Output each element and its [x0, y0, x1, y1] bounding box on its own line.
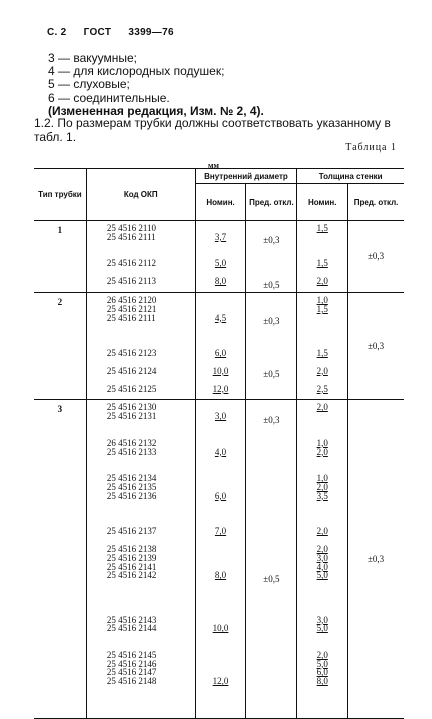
- standard-code: 3399—76: [128, 27, 174, 38]
- paragraph-1-2: 1.2. По размерам трубки должны соответствовать указанному в табл. 1.: [34, 116, 391, 144]
- cell-okp-code: 25 4516 2143 25 4516 2144: [86, 613, 195, 648]
- cell-type: 3: [34, 400, 86, 719]
- cell-inner-nominal: 6,0: [195, 471, 246, 524]
- cell-inner-nominal: 7,0: [195, 524, 246, 542]
- header-type: Тип трубки: [34, 169, 86, 221]
- cell-inner-nominal: 10,0: [195, 613, 246, 648]
- cell-inner-deviation: ±0,3: [246, 221, 297, 257]
- cell-inner-deviation: [246, 613, 297, 648]
- cell-wall-nominal: 2,0: [297, 364, 348, 382]
- list-item: 4 — для кислородных подушек;: [48, 64, 225, 79]
- cell-okp-code: 25 4516 2113: [86, 274, 195, 292]
- cell-okp-code: 25 4516 2134 25 4516 2135 25 4516 2136: [86, 471, 195, 524]
- cell-inner-deviation: [246, 436, 297, 471]
- cell-wall-nominal: 3,0 5,0: [297, 613, 348, 648]
- cell-inner-nominal: 4,5: [195, 292, 246, 345]
- header-deviation: Пред. откл.: [246, 184, 297, 221]
- cell-wall-nominal: 1,5: [297, 221, 348, 257]
- cell-wall-nominal: 1,0 1,5: [297, 292, 348, 345]
- cell-wall-nominal: 2,0: [297, 400, 348, 436]
- list-item: 5 — слуховые;: [48, 77, 130, 92]
- table-caption: Таблица 1: [345, 142, 397, 153]
- dimensions-table: [34, 168, 404, 719]
- cell-wall-deviation: ±0,3: [348, 292, 404, 399]
- cell-inner-deviation: ±0,5: [246, 364, 297, 382]
- cell-inner-deviation: [246, 382, 297, 400]
- cell-wall-deviation: ±0,3: [348, 400, 404, 719]
- cell-inner-deviation: [246, 256, 297, 274]
- cell-inner-nominal: 3,0: [195, 400, 246, 436]
- cell-wall-nominal: 2,5: [297, 382, 348, 400]
- cell-inner-deviation: ±0,3: [246, 400, 297, 436]
- cell-okp-code: 25 4516 2123: [86, 346, 195, 364]
- cell-okp-code: 25 4516 2138 25 4516 2139 25 4516 2141 25 4516 2142: [86, 542, 195, 613]
- cell-wall-nominal: 2,0: [297, 524, 348, 542]
- table-row: [34, 221, 404, 257]
- cell-okp-code: 25 4516 2112: [86, 256, 195, 274]
- cell-wall-nominal: 1,0 2,0: [297, 436, 348, 471]
- header-code: Код ОКП: [86, 169, 195, 221]
- cell-wall-nominal: 2,0 5,0 6,0 8,0: [297, 648, 348, 719]
- cell-okp-code: 26 4516 2120 25 4516 2121 25 4516 2111: [86, 292, 195, 345]
- cell-okp-code: 25 4516 2130 25 4516 2131: [86, 400, 195, 436]
- cell-wall-nominal: 1,0 2,0 3,5: [297, 471, 348, 524]
- cell-okp-code: 25 4516 2145 25 4516 2146 25 4516 2147 25 4516 2148: [86, 648, 195, 719]
- cell-wall-deviation: ±0,3: [348, 221, 404, 293]
- header-nominal: Номин.: [195, 184, 246, 221]
- cell-inner-deviation: [246, 346, 297, 364]
- cell-inner-nominal: 4,0: [195, 436, 246, 471]
- standard-label: ГОСТ: [83, 27, 112, 38]
- cell-wall-nominal: 2,0 3,0 4,0 5,0: [297, 542, 348, 613]
- cell-okp-code: 26 4516 2132 25 4516 2133: [86, 436, 195, 471]
- cell-okp-code: 25 4516 2124: [86, 364, 195, 382]
- cell-okp-code: 25 4516 2137: [86, 524, 195, 542]
- cell-inner-nominal: 10,0: [195, 364, 246, 382]
- units-label: мм: [208, 161, 219, 170]
- cell-inner-deviation: ±0,5: [246, 274, 297, 292]
- cell-inner-nominal: 12,0: [195, 648, 246, 719]
- cell-inner-deviation: [246, 524, 297, 542]
- cell-wall-nominal: 1,5: [297, 346, 348, 364]
- cell-type: 2: [34, 292, 86, 399]
- cell-inner-nominal: 8,0: [195, 274, 246, 292]
- cell-inner-nominal: 6,0: [195, 346, 246, 364]
- table-row: [34, 292, 404, 345]
- list-item: 3 — вакуумные;: [48, 51, 138, 65]
- table-row: [34, 400, 404, 436]
- cell-inner-deviation: [246, 648, 297, 719]
- page-number: С. 2: [47, 27, 67, 38]
- cell-okp-code: 25 4516 2125: [86, 382, 195, 400]
- cell-okp-code: 25 4516 2110 25 4516 2111: [86, 221, 195, 257]
- cell-inner-nominal: 12,0: [195, 382, 246, 400]
- header-wall-thickness: Толщина стенки: [297, 169, 404, 184]
- cell-inner-deviation: ±0,3: [246, 292, 297, 345]
- header-nominal: Номин.: [297, 184, 348, 221]
- header-deviation: Пред. откл.: [348, 184, 404, 221]
- page-header: [47, 27, 188, 38]
- list-item: 6 — соединительные.: [48, 90, 170, 105]
- cell-inner-deviation: [246, 471, 297, 524]
- cell-inner-nominal: 3,7: [195, 221, 246, 257]
- header-inner-diameter: Внутренний диаметр: [195, 169, 297, 184]
- cell-wall-nominal: 1,5: [297, 256, 348, 274]
- cell-inner-deviation: ±0,5: [246, 542, 297, 613]
- cell-type: 1: [34, 221, 86, 293]
- edition-note: (Измененная редакция, Изм. № 2, 4).: [48, 103, 264, 118]
- type-list: [48, 52, 264, 118]
- cell-wall-nominal: 2,0: [297, 274, 348, 292]
- cell-inner-nominal: 5,0: [195, 256, 246, 274]
- table-body: [34, 221, 404, 719]
- cell-inner-nominal: 8,0: [195, 542, 246, 613]
